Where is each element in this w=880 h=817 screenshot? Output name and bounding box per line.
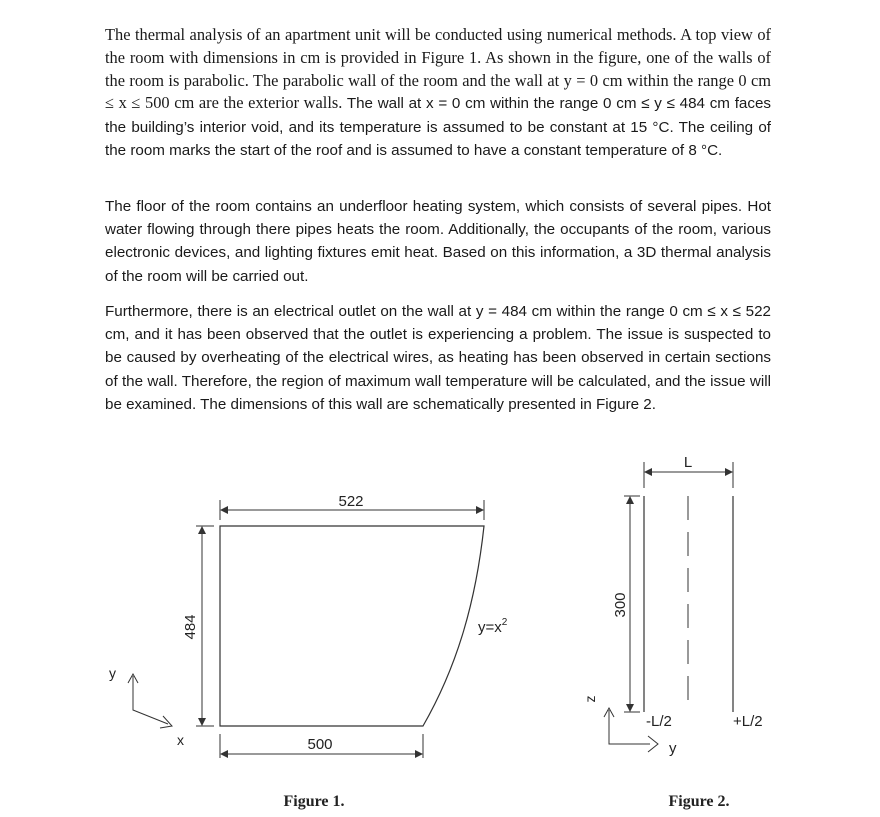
right-edge-label: +L/2 [733,713,763,730]
dimension-left-label: 484 [182,614,199,640]
dimension-height-label: 300 [612,592,629,618]
paragraph-3: Furthermore, there is an electrical outlet on the wall at y = 484 cm within the range 0 cm ≤ x ≤ 522 cm, and it has been observed that the outlet is experiencing a problem. The issue is suspected to be caused by overheating of the electrical wires, as heating has been observed in certain sections of the wall. Therefore, the region of maximum wall temperature will be calculated, and the issue will be examined. The dimensions of this wall are schematically presented in Figure 2. [105,303,771,413]
dimension-top [220,493,484,520]
axis-x-label-fig1: x [177,732,184,748]
figure-2 [582,454,763,757]
figure-2-caption: Figure 2. [668,793,730,810]
curve-label-exponent: 2 [501,617,508,628]
axis-z-label-fig2: z [582,695,598,703]
curve-label [478,617,508,636]
dimension-bottom-label: 500 [307,736,333,753]
curve-label-base: y=x [478,619,502,636]
left-edge-label: -L/2 [646,713,672,730]
dimension-left [182,526,214,726]
dimension-bottom [220,734,423,758]
paragraph-1-sans-text: The wall at x = 0 cm within the range 0 cm ≤ y ≤ 484 cm faces the building’s interior void, and its temperature is assumed to be constant at 15 °C. The ceiling of the room marks the start of the roof and is assumed to have a constant temperature of 8 °C. [105,95,771,159]
paragraph-1-serif-text: The thermal analysis of an apartment unit will be conducted using numerical methods. A top view of the room with dimensions in cm is provided in Figure 1. As shown in the figure, one of the walls of the room is parabolic. The parabolic wall of the room and the wall at y = 0 cm within the range 0 cm ≤ x ≤ 500 cm are the exterior walls. [105,25,771,113]
dimension-width-label: L [683,454,693,471]
dimension-top-label: 522 [338,493,364,510]
axis-y-label-fig2: y [669,740,677,757]
figure-1-caption: Figure 1. [283,793,345,810]
paragraph-2: The floor of the room contains an underfloor heating system, which consists of several pipes. Hot water flowing through there pipes heats the room. Additionally, the occupants of the room, various electronic devices, and lighting fixtures emit heat. Based on this information, a 3D thermal analysis of the room will be carried out. [105,198,771,285]
axes-figure-1 [109,665,184,748]
axis-y-label-fig1: y [109,665,116,681]
room-outline [220,526,484,726]
